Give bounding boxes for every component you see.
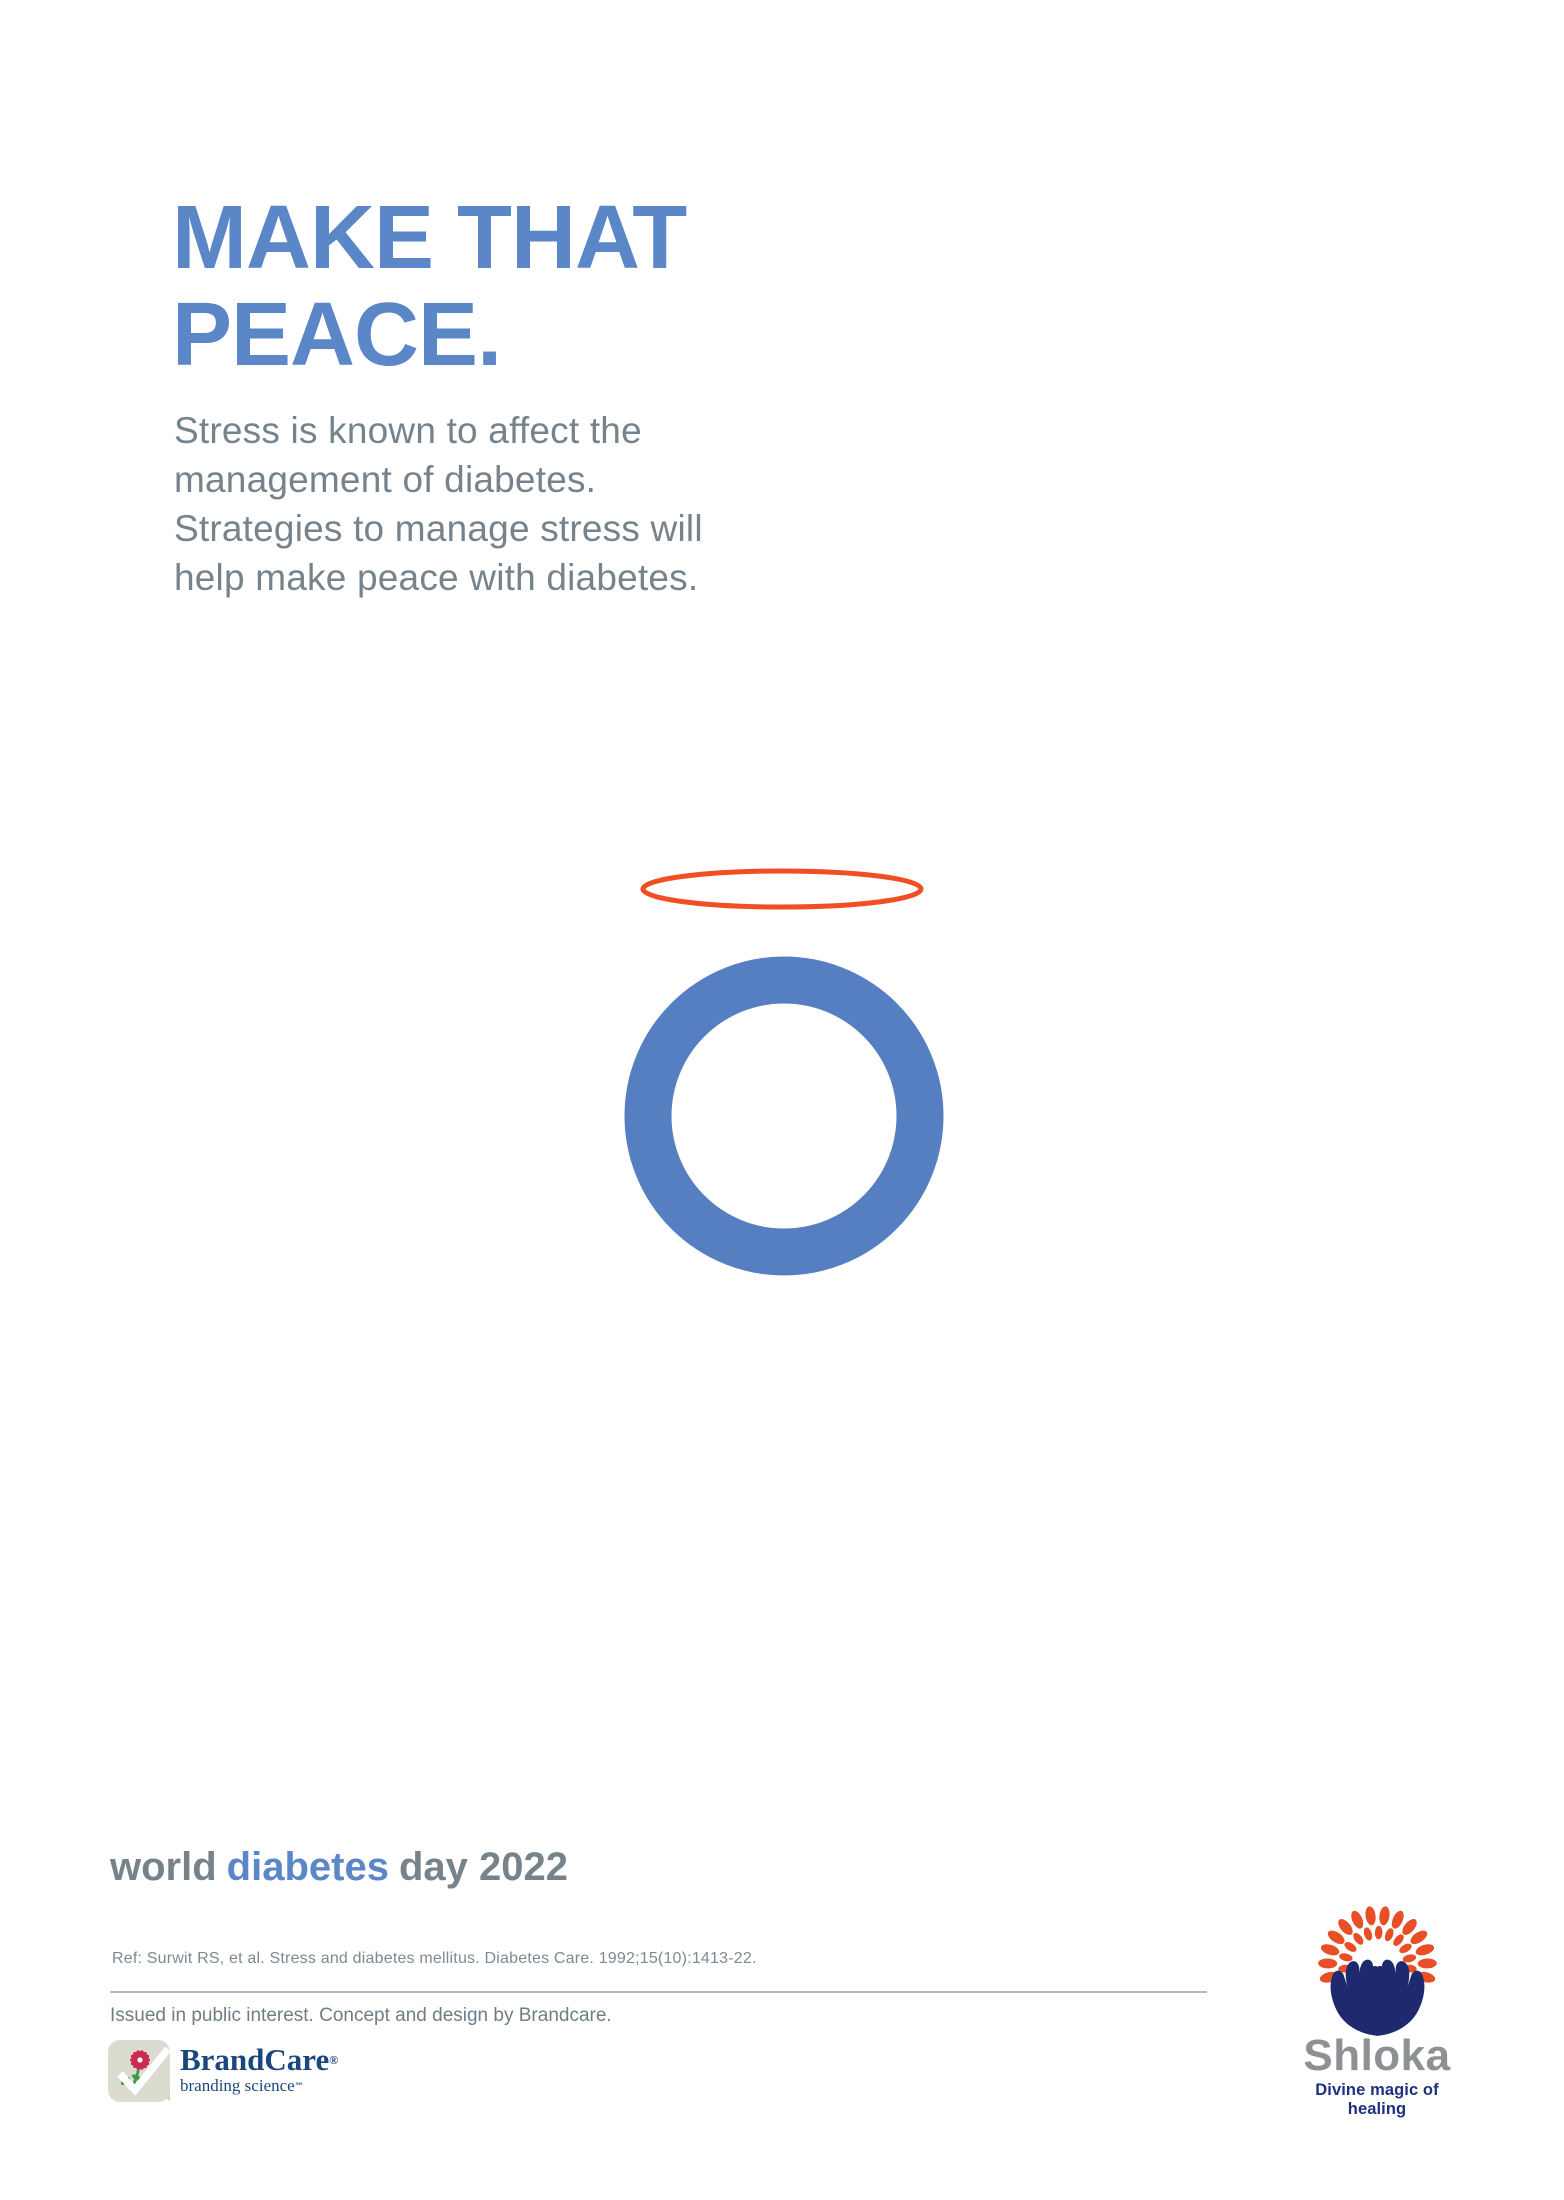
reference-text: Ref: Surwit RS, et al. Stress and diabetes mellitus. Diabetes Care. 1992;15(10):1413-22.: [112, 1950, 757, 1967]
headline-line-1: MAKE THAT: [172, 188, 687, 288]
shloka-name: Shloka: [1303, 2031, 1451, 2080]
headline: [172, 190, 686, 384]
diabetes-blue-circle-icon: [648, 980, 920, 1252]
brandcare-flower-check-icon: [108, 2040, 170, 2102]
brandcare-registered-mark: ®: [329, 2053, 339, 2067]
brandcare-tagline: [180, 2076, 338, 2096]
halo-ellipse-icon: [643, 871, 921, 907]
brandcare-name: [180, 2044, 338, 2076]
body-copy: [174, 406, 703, 602]
brandcare-text: [180, 2040, 338, 2096]
halo-circle-graphic: [610, 858, 960, 1288]
brandcare-service-mark: ℠: [294, 2081, 304, 2091]
brandcare-name-text: BrandCare: [180, 2042, 330, 2077]
campaign-word-world: world: [110, 1845, 217, 1889]
body-line-4: help make peace with diabetes.: [174, 557, 699, 598]
shloka-logo: [1288, 1892, 1466, 2119]
shloka-tagline: Divine magic of healing: [1315, 2081, 1439, 2118]
brandcare-tagline-text: branding science: [180, 2076, 295, 2095]
campaign-word-day-2022: day 2022: [398, 1845, 568, 1889]
headline-line-2: PEACE.: [172, 285, 502, 385]
campaign-word-diabetes: diabetes: [226, 1845, 389, 1889]
issued-text: Issued in public interest. Concept and design by Brandcare.: [110, 2005, 612, 2026]
body-line-2: management of diabetes.: [174, 459, 597, 500]
body-line-1: Stress is known to affect the: [174, 410, 642, 451]
body-line-3: Strategies to manage stress will: [174, 508, 703, 549]
cupped-hands-tree-icon: [1305, 1892, 1450, 2042]
brandcare-logo: [108, 2040, 338, 2102]
campaign-title: [110, 1845, 568, 1890]
divider-line: [110, 1991, 1207, 1993]
